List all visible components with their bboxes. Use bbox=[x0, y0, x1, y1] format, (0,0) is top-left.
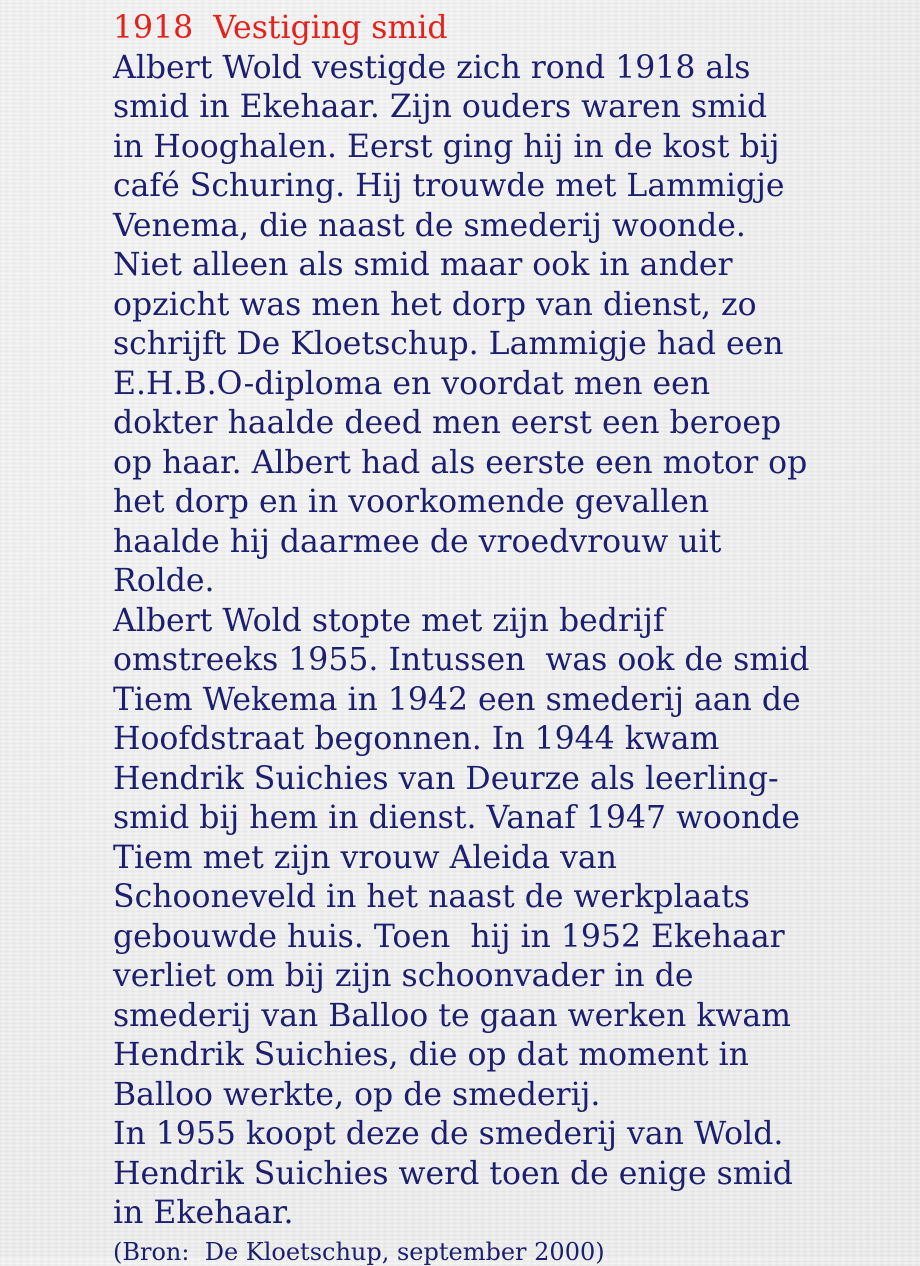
text-line: café Schuring. Hij trouwde met Lammigje bbox=[113, 168, 785, 204]
text-line: het dorp en in voorkomende gevallen bbox=[113, 484, 710, 520]
text-line: Hendrik Suichies, die op dat moment in bbox=[113, 1037, 749, 1073]
text-line: Rolde. bbox=[113, 563, 215, 599]
document-page bbox=[113, 9, 913, 1266]
text-line: Tiem met zijn vrouw Aleida van bbox=[113, 839, 617, 876]
source-citation: (Bron: De Kloetschup, september 2000) bbox=[113, 1237, 605, 1266]
text-line: Balloo werkte, op de smederij. bbox=[113, 1076, 601, 1113]
text-line: omstreeks 1955. Intussen was ook de smid bbox=[113, 642, 810, 678]
text-line: Albert Wold stopte met zijn bedrijf bbox=[113, 602, 665, 639]
text-line: Albert Wold vestigde zich rond 1918 als bbox=[113, 49, 751, 86]
body-text bbox=[113, 49, 913, 1234]
text-line: op haar. Albert had als eerste een motor op bbox=[113, 444, 808, 481]
text-line: Venema, die naast de smederij woonde. bbox=[113, 207, 746, 244]
text-line: smederij van Balloo te gaan werken kwam bbox=[113, 997, 792, 1034]
text-line: schrijft De Kloetschup. Lammigje had een bbox=[113, 326, 784, 362]
text-line: opzicht was men het dorp van dienst, zo bbox=[113, 286, 757, 323]
text-line: In 1955 koopt deze de smederij van Wold. bbox=[113, 1116, 784, 1152]
text-line: gebouwde huis. Toen hij in 1952 Ekehaar bbox=[113, 918, 785, 955]
text-line: in Hooghalen. Eerst ging hij in de kost bij bbox=[113, 128, 780, 165]
text-line: Hoofdstraat begonnen. In 1944 kwam bbox=[113, 721, 720, 757]
text-line: Niet alleen als smid maar ook in ander bbox=[113, 247, 733, 283]
text-line: smid bij hem in dienst. Vanaf 1947 woonde bbox=[113, 800, 801, 836]
text-line: Hendrik Suichies van Deurze als leerling- bbox=[113, 760, 779, 797]
text-line: Hendrik Suichies werd toen de enige smid bbox=[113, 1155, 793, 1192]
text-line: smid in Ekehaar. Zijn ouders waren smid bbox=[113, 89, 768, 125]
page-title: 1918 Vestiging smid bbox=[113, 10, 448, 46]
text-line: in Ekehaar. bbox=[113, 1195, 294, 1231]
text-line: verliet om bij zijn schoonvader in de bbox=[113, 958, 694, 994]
text-line: haalde hij daarmee de vroedvrouw uit bbox=[113, 523, 722, 560]
text-line: dokter haalde deed men eerst een beroep bbox=[113, 405, 782, 441]
text-line: E.H.B.O-diploma en voordat men een bbox=[113, 365, 711, 402]
text-line: Schooneveld in het naast de werkplaats bbox=[113, 879, 750, 915]
text-line: Tiem Wekema in 1942 een smederij aan de bbox=[113, 681, 801, 718]
